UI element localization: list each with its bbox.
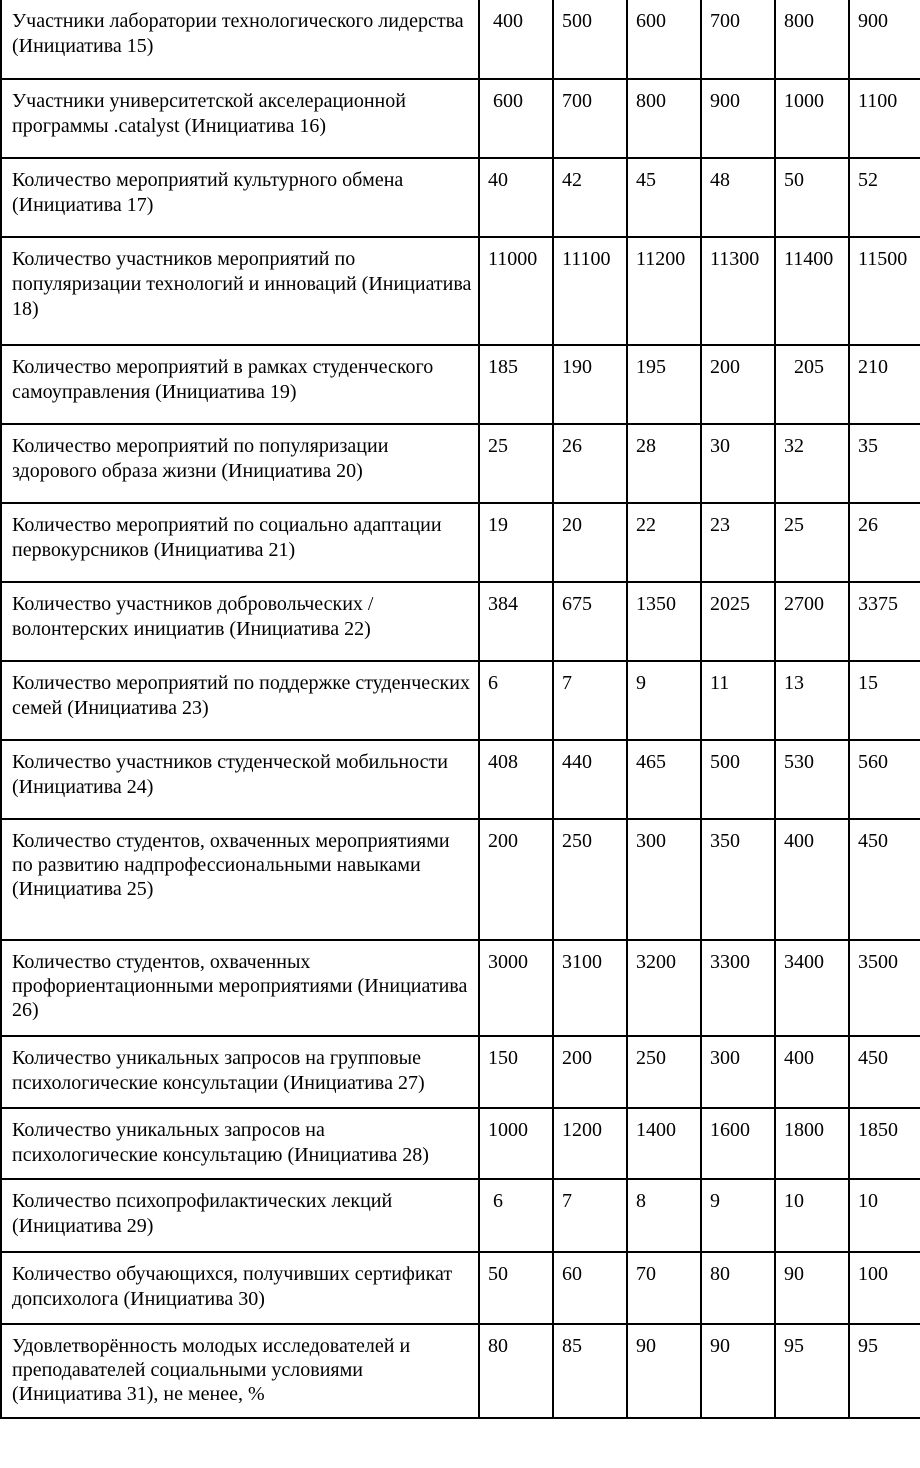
indicator-label: Количество мероприятий по поддержке студенческих семей (Инициатива 23) bbox=[1, 661, 479, 740]
indicator-value: 25 bbox=[479, 424, 553, 503]
indicator-value: 450 bbox=[849, 819, 920, 940]
indicator-value: 450 bbox=[849, 1036, 920, 1108]
indicator-value: 2025 bbox=[701, 582, 775, 661]
indicator-label: Количество студентов, охваченных профориентационными мероприятиями (Инициатива 26) bbox=[1, 940, 479, 1036]
indicator-value: 11000 bbox=[479, 237, 553, 345]
indicator-label: Количество студентов, охваченных мероприятиями по развитию надпрофессиональными навыками (Инициатива 25) bbox=[1, 819, 479, 940]
indicator-label: Участники лаборатории технологического лидерства (Инициатива 15) bbox=[1, 0, 479, 79]
indicator-value: 700 bbox=[701, 0, 775, 79]
indicator-value: 700 bbox=[553, 79, 627, 158]
indicator-value: 95 bbox=[849, 1324, 920, 1418]
indicator-value: 52 bbox=[849, 158, 920, 237]
indicator-value: 22 bbox=[627, 503, 701, 582]
indicator-value: 80 bbox=[479, 1324, 553, 1418]
table-body bbox=[1, 0, 920, 1418]
indicator-value: 10 bbox=[849, 1179, 920, 1252]
indicator-value: 11 bbox=[701, 661, 775, 740]
indicator-value: 3400 bbox=[775, 940, 849, 1036]
indicator-value: 10 bbox=[775, 1179, 849, 1252]
indicator-value: 350 bbox=[701, 819, 775, 940]
indicator-label: Количество уникальных запросов на психологические консультацию (Инициатива 28) bbox=[1, 1108, 479, 1179]
indicator-value: 3375 bbox=[849, 582, 920, 661]
indicator-value: 1100 bbox=[849, 79, 920, 158]
table-row bbox=[1, 819, 920, 940]
table-row bbox=[1, 1036, 920, 1108]
indicator-value: 300 bbox=[701, 1036, 775, 1108]
table-row bbox=[1, 740, 920, 819]
indicator-value: 15 bbox=[849, 661, 920, 740]
indicator-value: 8 bbox=[627, 1179, 701, 1252]
indicator-value: 60 bbox=[553, 1252, 627, 1324]
indicator-value: 9 bbox=[627, 661, 701, 740]
indicator-value: 3100 bbox=[553, 940, 627, 1036]
indicator-label: Участники университетской акселерационной программы .catalyst (Инициатива 16) bbox=[1, 79, 479, 158]
indicator-value: 384 bbox=[479, 582, 553, 661]
indicator-value: 30 bbox=[701, 424, 775, 503]
indicator-value: 3300 bbox=[701, 940, 775, 1036]
indicator-value: 9 bbox=[701, 1179, 775, 1252]
indicator-label: Количество участников добровольческих / волонтерских инициатив (Инициатива 22) bbox=[1, 582, 479, 661]
table-row bbox=[1, 1108, 920, 1179]
indicator-value: 85 bbox=[553, 1324, 627, 1418]
indicator-label: Удовлетворённость молодых исследователей и преподавателей социальными условиями (Инициатива 31), не менее, % bbox=[1, 1324, 479, 1418]
table-row bbox=[1, 1252, 920, 1324]
indicator-value: 900 bbox=[701, 79, 775, 158]
indicator-value: 11400 bbox=[775, 237, 849, 345]
indicator-value: 1850 bbox=[849, 1108, 920, 1179]
table-row bbox=[1, 582, 920, 661]
indicator-value: 250 bbox=[553, 819, 627, 940]
indicator-value: 35 bbox=[849, 424, 920, 503]
table-row bbox=[1, 661, 920, 740]
indicator-value: 200 bbox=[479, 819, 553, 940]
indicator-value: 185 bbox=[479, 345, 553, 424]
indicator-value: 48 bbox=[701, 158, 775, 237]
indicator-label: Количество мероприятий культурного обмена (Инициатива 17) bbox=[1, 158, 479, 237]
table-row bbox=[1, 424, 920, 503]
indicator-label: Количество обучающихся, получивших сертификат допсихолога (Инициатива 30) bbox=[1, 1252, 479, 1324]
indicator-value: 50 bbox=[479, 1252, 553, 1324]
indicator-value: 7 bbox=[553, 661, 627, 740]
indicator-value: 205 bbox=[775, 345, 849, 424]
indicator-value: 90 bbox=[627, 1324, 701, 1418]
table-row bbox=[1, 345, 920, 424]
indicator-value: 400 bbox=[775, 819, 849, 940]
indicator-value: 6 bbox=[479, 1179, 553, 1252]
indicator-value: 11300 bbox=[701, 237, 775, 345]
indicator-value: 1600 bbox=[701, 1108, 775, 1179]
indicator-value: 2700 bbox=[775, 582, 849, 661]
indicator-label: Количество участников мероприятий по популяризации технологий и инноваций (Инициатива 18) bbox=[1, 237, 479, 345]
indicator-value: 40 bbox=[479, 158, 553, 237]
table-row bbox=[1, 237, 920, 345]
indicator-value: 45 bbox=[627, 158, 701, 237]
indicator-value: 800 bbox=[775, 0, 849, 79]
table-row bbox=[1, 79, 920, 158]
indicator-value: 11100 bbox=[553, 237, 627, 345]
indicator-value: 600 bbox=[479, 79, 553, 158]
indicator-value: 32 bbox=[775, 424, 849, 503]
table-row bbox=[1, 1324, 920, 1418]
indicator-value: 465 bbox=[627, 740, 701, 819]
indicator-value: 500 bbox=[553, 0, 627, 79]
indicator-label: Количество уникальных запросов на групповые психологические консультации (Инициатива 27) bbox=[1, 1036, 479, 1108]
indicator-label: Количество мероприятий в рамках студенческого самоуправления (Инициатива 19) bbox=[1, 345, 479, 424]
indicator-value: 25 bbox=[775, 503, 849, 582]
indicator-value: 20 bbox=[553, 503, 627, 582]
indicator-value: 200 bbox=[553, 1036, 627, 1108]
indicator-value: 19 bbox=[479, 503, 553, 582]
table-row bbox=[1, 503, 920, 582]
indicator-value: 28 bbox=[627, 424, 701, 503]
indicator-label: Количество мероприятий по популяризации здорового образа жизни (Инициатива 20) bbox=[1, 424, 479, 503]
table-row bbox=[1, 0, 920, 79]
indicator-label: Количество психопрофилактических лекций (Инициатива 29) bbox=[1, 1179, 479, 1252]
indicator-value: 70 bbox=[627, 1252, 701, 1324]
indicator-value: 900 bbox=[849, 0, 920, 79]
indicator-value: 440 bbox=[553, 740, 627, 819]
indicator-value: 3200 bbox=[627, 940, 701, 1036]
indicator-value: 675 bbox=[553, 582, 627, 661]
indicator-value: 400 bbox=[775, 1036, 849, 1108]
indicator-value: 1000 bbox=[479, 1108, 553, 1179]
indicator-label: Количество участников студенческой мобильности (Инициатива 24) bbox=[1, 740, 479, 819]
indicator-value: 195 bbox=[627, 345, 701, 424]
indicator-value: 50 bbox=[775, 158, 849, 237]
indicator-value: 26 bbox=[553, 424, 627, 503]
indicator-value: 1000 bbox=[775, 79, 849, 158]
indicator-value: 90 bbox=[701, 1324, 775, 1418]
indicator-value: 23 bbox=[701, 503, 775, 582]
indicator-value: 1200 bbox=[553, 1108, 627, 1179]
indicator-value: 80 bbox=[701, 1252, 775, 1324]
indicator-value: 600 bbox=[627, 0, 701, 79]
indicator-value: 100 bbox=[849, 1252, 920, 1324]
indicator-label: Количество мероприятий по социально адаптации первокурсников (Инициатива 21) bbox=[1, 503, 479, 582]
indicator-value: 1350 bbox=[627, 582, 701, 661]
indicator-value: 3500 bbox=[849, 940, 920, 1036]
indicator-value: 400 bbox=[479, 0, 553, 79]
indicator-value: 530 bbox=[775, 740, 849, 819]
indicator-value: 42 bbox=[553, 158, 627, 237]
indicator-value: 1800 bbox=[775, 1108, 849, 1179]
indicator-value: 1400 bbox=[627, 1108, 701, 1179]
indicator-value: 3000 bbox=[479, 940, 553, 1036]
indicator-value: 500 bbox=[701, 740, 775, 819]
indicator-value: 150 bbox=[479, 1036, 553, 1108]
indicator-value: 11200 bbox=[627, 237, 701, 345]
indicator-value: 6 bbox=[479, 661, 553, 740]
indicator-value: 7 bbox=[553, 1179, 627, 1252]
indicator-value: 250 bbox=[627, 1036, 701, 1108]
indicator-value: 90 bbox=[775, 1252, 849, 1324]
indicator-value: 210 bbox=[849, 345, 920, 424]
indicator-value: 200 bbox=[701, 345, 775, 424]
indicator-value: 560 bbox=[849, 740, 920, 819]
indicator-value: 300 bbox=[627, 819, 701, 940]
indicator-value: 95 bbox=[775, 1324, 849, 1418]
indicator-value: 190 bbox=[553, 345, 627, 424]
table-row bbox=[1, 940, 920, 1036]
table-row bbox=[1, 1179, 920, 1252]
indicator-value: 11500 bbox=[849, 237, 920, 345]
table-row bbox=[1, 158, 920, 237]
indicator-value: 408 bbox=[479, 740, 553, 819]
indicator-value: 13 bbox=[775, 661, 849, 740]
indicator-value: 800 bbox=[627, 79, 701, 158]
indicator-value: 26 bbox=[849, 503, 920, 582]
